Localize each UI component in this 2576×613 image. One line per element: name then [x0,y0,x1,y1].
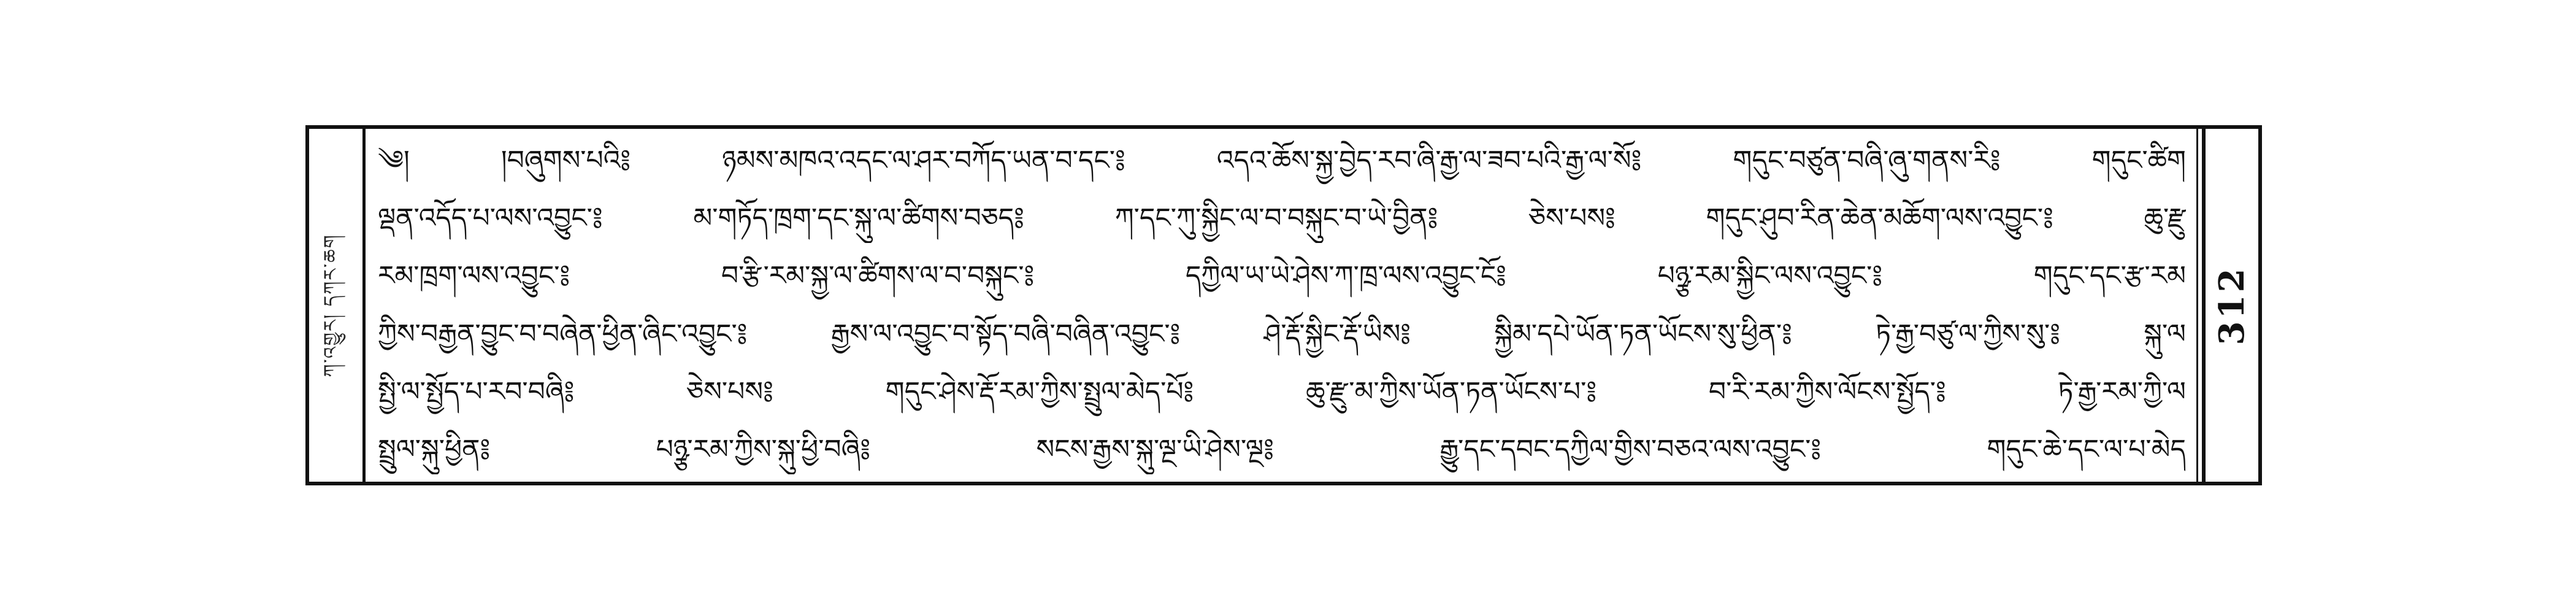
text-body [378,136,2186,474]
margin-title: ཀ་འགྱུར། དཀར་ཆག [320,233,342,377]
text-line: རམ་ཁྲག་ལས་འབྱུང་༔ བ་རྩི་རམ་སྐྱ་ལ་ཚིགས་ལ་བ་བསྐུང་༔ དཀྱིལ་ཡ་ཡེ་ཤེས་ཀ་ཁྲ་ལས་འབྱུང་ངོ༔ པཉྩ་རམ་སྐྱིང་ལས་འབྱུང་༔ གདུང་དང་རྩ་རམ [378,260,2186,292]
text-line: སྤྲུལ་སྐུ་ཕྱིན༔ པཉྩ་རམ་ཀྱིས་སྐུ་ཕྱི་བཞི༔ སངས་རྒྱས་སྐུ་ལྔ་ཡི་ཤེས་ལྔ༔ རྒྱུ་དང་དབང་དཀྱིལ་གྱིས་བཅའ་ལས་འབྱུང་༔ གདུང་ཆེ་དང་ལ་པ་མེད [378,433,2186,465]
folio-frame [305,125,2262,485]
text-line: སྤྱི་ལ་སྤྱོད་པ་རབ་བཞི༔ ཅེས་པས༔ གདུང་ཤེས་རྡོ་རམ་ཀྱིས་སྤྲུལ་མེད་པོ༔ ཆུ་རྫུ་མ་ཀྱིས་ཡོན་ཏན་ཡོངས་པ་༔ བ་རི་རམ་ཀྱིས་ལོངས་སྤྱོད་༔ ཏེ་རྒྱ་རམ་ཀྱི་ལ [378,376,2186,407]
right-margin [2202,129,2258,482]
text-line: ཀྱིས་བརྒྱན་བྱུང་བ་བཞེན་ཕྱིན་ཞིང་འབྱུང་༔ རྒྱས་ལ་འབྱུང་བ་སྟོད་བཞི་བཞིན་འབྱུང་༔ ཤེ་རྡོ་སྐྱིང་རྡོ་ཡིས༔ སྐྱིམ་དཔེ་ཡོན་ཏན་ཡོངས་སུ་ཕྱིན་༔ ཏེ་རྒྱ་བཙུ་ལ་ཀྱིས་སུ་༔ སྐུ་ལ [378,318,2186,350]
text-line: ལྡན་འདོད་པ་ལས་འབྱུང་༔ མ་གཏོད་ཁྲག་དང་སྐུ་ལ་ཚིགས་བཅད༔ ཀ་དང་ཀུ་སྐྱིང་ལ་བ་བསྐུང་བ་ཡེ་བྱིན༔ ཅེས་པས༔ གདུང་ཤུབ་རིན་ཆེན་མཆོག་ལས་འབྱུང་༔ ཆུ་རྫུ [378,202,2186,234]
text-line: ༄། །བཞུགས་པའི༔ ཉམས་མཁའ་འདང་ལ་ཤར་བཀོད་ཡན་བ་དང་༔ འདའ་ཆོས་སྐྱ་བྱེད་རབ་ཞི་རྒྱ་ལ་ཟབ་པའི་རྒྱ་ལ་སོ༔ གདུང་བཙུན་བཞི་ཞུ་གནས་རི༔ གདུང་ཚིག [378,145,2186,176]
inner-rule [2196,129,2198,482]
page-number: 312 [2212,266,2252,345]
left-margin [309,129,366,482]
